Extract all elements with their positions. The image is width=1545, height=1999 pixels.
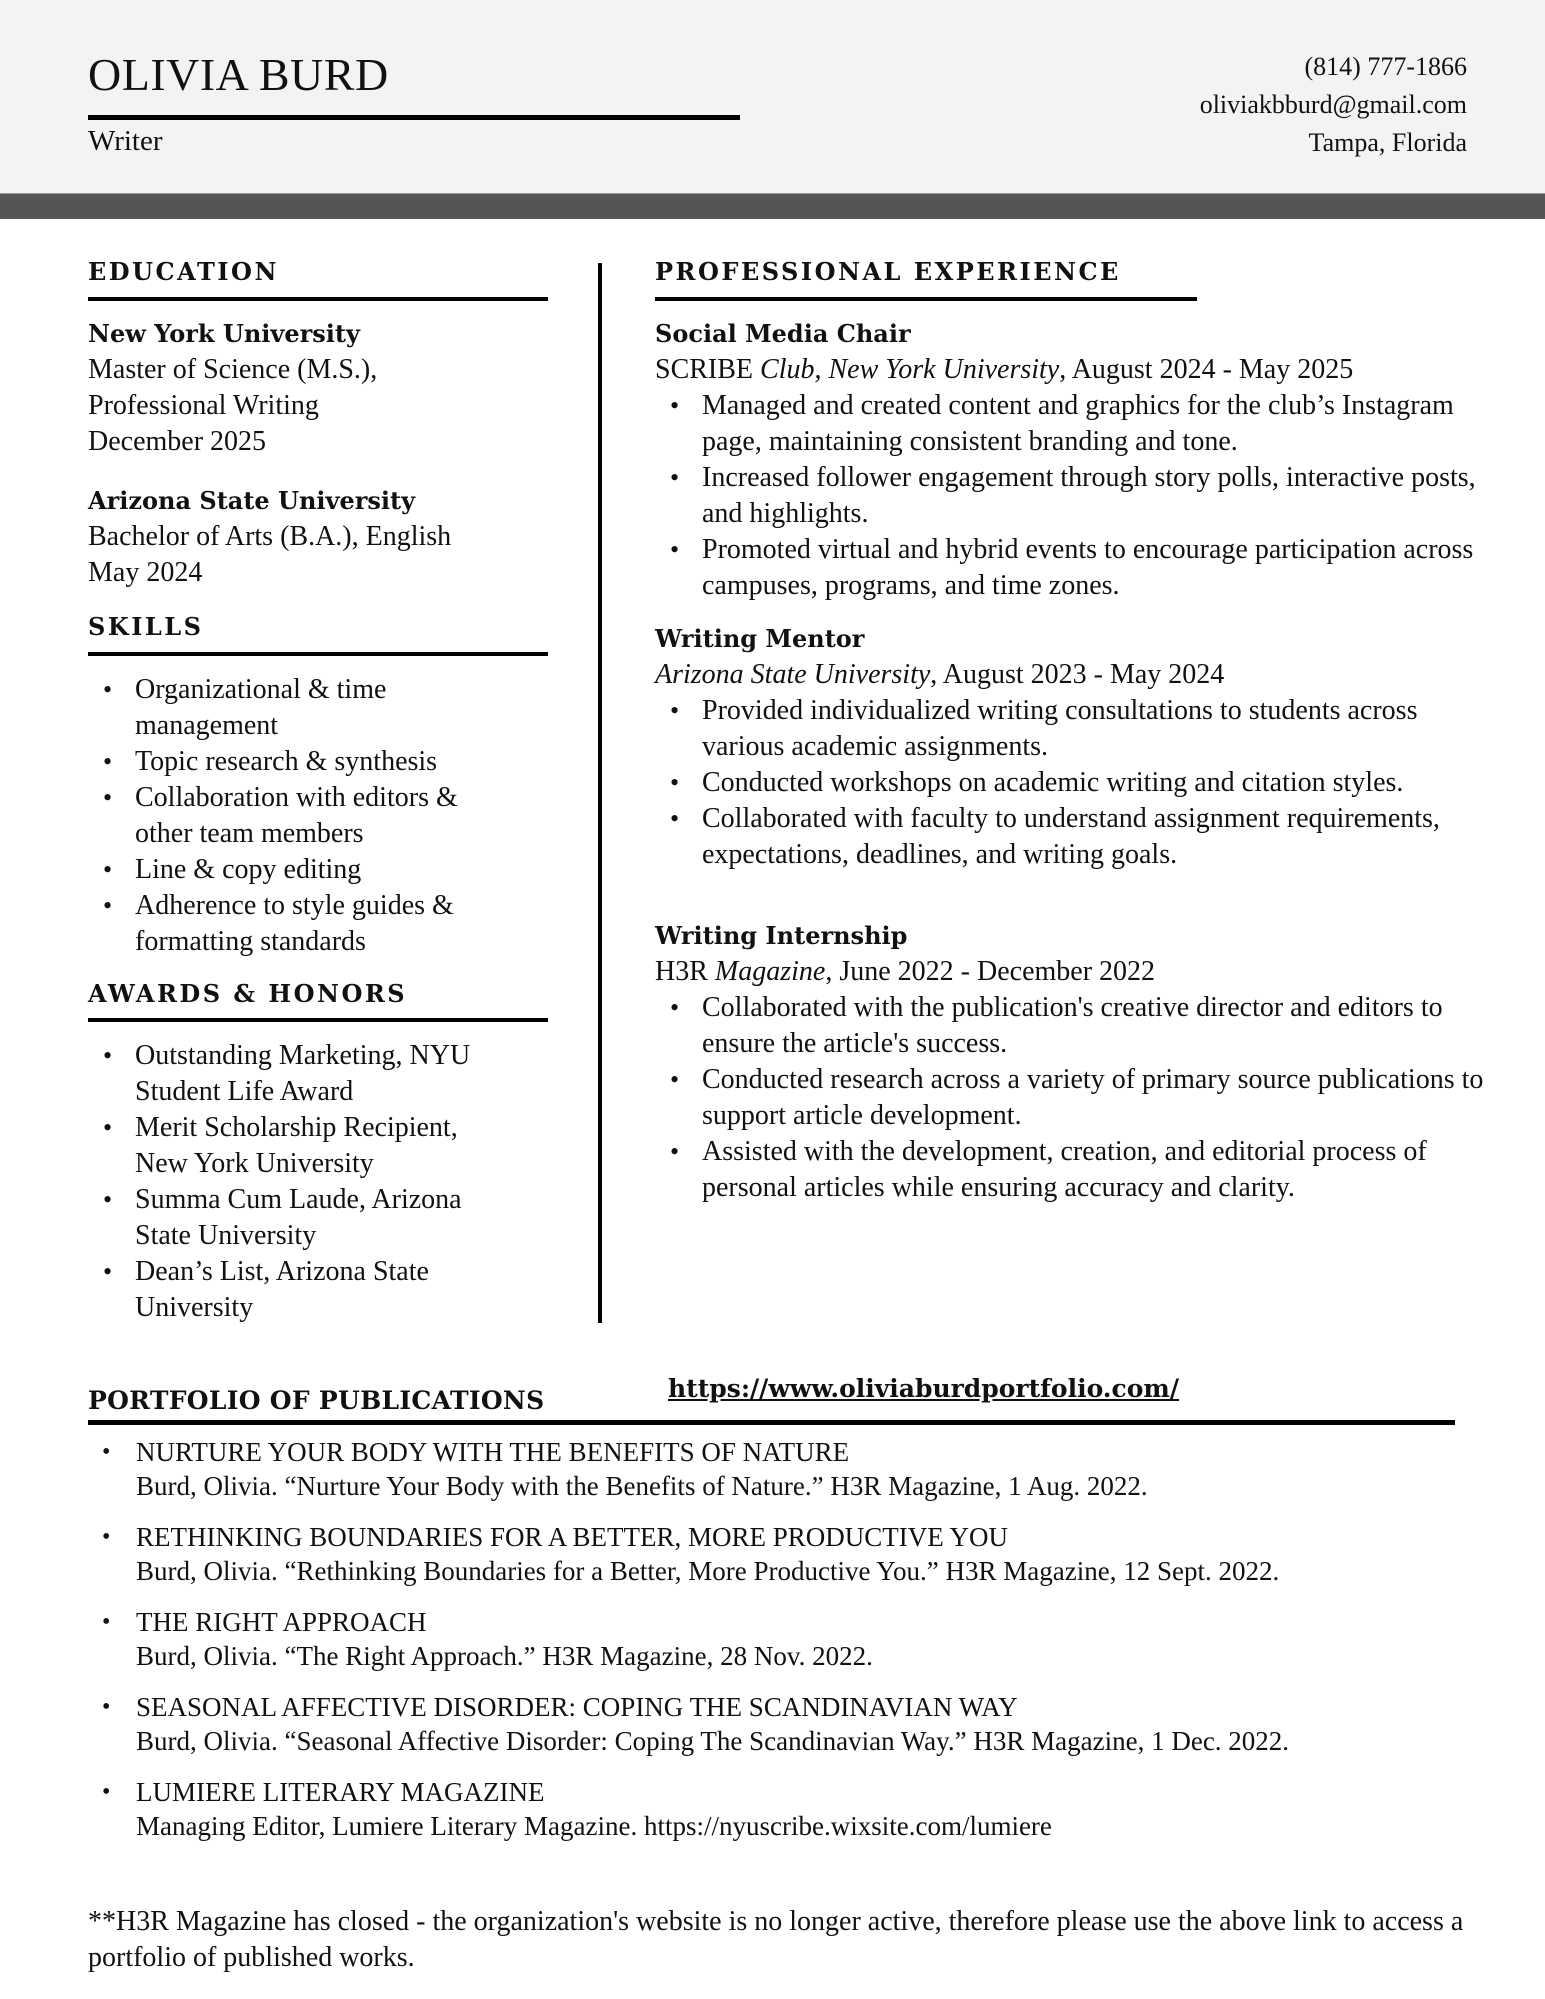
degree: Master of Science (M.S.), <box>88 353 378 385</box>
job-org-dates <box>655 657 1485 693</box>
publication-headline: • SEASONAL AFFECTIVE DISORDER: COPING THE SCANDINAVIAN WAY <box>136 1692 1018 1722</box>
name-underline <box>88 115 740 120</box>
list-item: • Topic research & synthesis <box>88 744 508 780</box>
list-item: • Collaborated with faculty to understand assignment requirements, expectations, deadlines, and writing goals. <box>655 801 1485 873</box>
org-name-italic: Club, New York University <box>760 353 1060 385</box>
publication-citation: Burd, Olivia. “Nurture Your Body with the Benefits of Nature.” H3R Magazine, 1 Aug. 2022. <box>136 1471 1148 1501</box>
candidate-name: OLIVIA BURD <box>88 49 389 100</box>
degree-field: Professional Writing <box>88 389 319 421</box>
portfolio-title: PORTFOLIO OF PUBLICATIONS <box>88 1386 545 1415</box>
right-column <box>655 258 1485 1206</box>
contact-info <box>1200 48 1467 162</box>
location: Tampa, Florida <box>1308 128 1467 157</box>
list-item: • Collaboration with editors & other team members <box>88 780 508 852</box>
graduation-date: December 2025 <box>88 425 267 457</box>
resume-header <box>0 0 1545 193</box>
publication-citation: Burd, Olivia. “Seasonal Affective Disorder: Coping The Scandinavian Way.” H3R Magazine, 1 Dec. 2022. <box>136 1726 1290 1756</box>
left-column <box>88 258 548 1326</box>
org-name-italic: Arizona State University <box>655 658 931 690</box>
list-item: • Organizational & time management <box>88 672 508 744</box>
footnote: **H3R Magazine has closed - the organization's website is no longer active, therefore please use the above link to access a portfolio of published works. <box>88 1906 1464 1973</box>
list-item: • Outstanding Marketing, NYU Student Life Award <box>88 1038 508 1110</box>
graduation-date: May 2024 <box>88 556 203 588</box>
publications-list <box>88 1435 1508 1860</box>
list-item: • Conducted workshops on academic writing and citation styles. <box>655 765 1485 801</box>
list-item: • Promoted virtual and hybrid events to encourage participation across campuses, programs, and time zones. <box>655 532 1485 604</box>
school-name: Arizona State University <box>88 485 416 515</box>
publication-item <box>88 1775 1508 1843</box>
experience-item <box>655 921 1485 1206</box>
section-title: EDUCATION <box>88 257 279 286</box>
section-rule <box>88 1018 548 1022</box>
awards-list <box>88 1038 508 1326</box>
publication-citation: Burd, Olivia. “Rethinking Boundaries for a Better, More Productive You.” H3R Magazine, 12 Sept. 2022. <box>136 1556 1280 1586</box>
skills-section <box>88 613 548 960</box>
section-title: AWARDS & HONORS <box>88 978 408 1008</box>
publication-headline: • THE RIGHT APPROACH <box>136 1607 427 1637</box>
publication-item <box>88 1520 1508 1588</box>
email[interactable]: oliviakbburd@gmail.com <box>1199 90 1467 119</box>
education-section <box>88 258 548 591</box>
phone: (814) 777-1866 <box>1304 52 1467 81</box>
job-bullets <box>655 990 1485 1206</box>
job-dates: , August 2024 - May 2025 <box>1059 353 1354 385</box>
education-item <box>88 319 548 460</box>
job-title: Social Media Chair <box>655 318 911 348</box>
job-dates: , August 2023 - May 2024 <box>930 658 1225 690</box>
publication-item <box>88 1690 1508 1758</box>
job-dates: , June 2022 - December 2022 <box>825 955 1156 987</box>
candidate-role: Writer <box>88 125 163 157</box>
publication-item <box>88 1435 1508 1503</box>
awards-section <box>88 980 548 1327</box>
publication-citation: Burd, Olivia. “The Right Approach.” H3R Magazine, 28 Nov. 2022. <box>136 1641 873 1671</box>
publication-item <box>88 1605 1508 1673</box>
job-org-dates <box>655 352 1485 388</box>
publication-citation: Managing Editor, Lumiere Literary Magazine. https://nyuscribe.wixsite.com/lumiere <box>136 1811 1052 1841</box>
education-item <box>88 486 548 591</box>
job-org-dates <box>655 954 1485 990</box>
list-item: • Conducted research across a variety of primary source publications to support article development. <box>655 1062 1485 1134</box>
list-item: • Assisted with the development, creation, and editorial process of personal articles while ensuring accuracy and clarity. <box>655 1134 1485 1206</box>
header-band <box>0 193 1545 219</box>
list-item: • Dean’s List, Arizona State University <box>88 1254 508 1326</box>
list-item: • Summa Cum Laude, Arizona State University <box>88 1182 508 1254</box>
job-title: Writing Internship <box>655 920 908 950</box>
publication-headline: • LUMIERE LITERARY MAGAZINE <box>136 1777 545 1807</box>
list-item: • Line & copy editing <box>88 852 508 888</box>
section-rule <box>88 297 548 301</box>
job-bullets <box>655 388 1485 604</box>
org-name: SCRIBE <box>655 353 761 385</box>
school-name: New York University <box>88 318 360 348</box>
section-title: SKILLS <box>88 611 204 641</box>
portfolio-rule <box>88 1420 1455 1425</box>
publication-headline: • RETHINKING BOUNDARIES FOR A BETTER, MORE PRODUCTIVE YOU <box>136 1522 1009 1552</box>
column-divider <box>598 263 602 1323</box>
job-bullets <box>655 693 1485 873</box>
experience-section <box>655 258 1485 1206</box>
org-name-italic: Magazine <box>714 955 826 987</box>
experience-item <box>655 319 1485 604</box>
list-item: • Adherence to style guides & formatting standards <box>88 888 508 960</box>
list-item: • Merit Scholarship Recipient, New York University <box>88 1110 508 1182</box>
job-title: Writing Mentor <box>655 623 865 653</box>
list-item: • Collaborated with the publication's creative director and editors to ensure the article's success. <box>655 990 1485 1062</box>
section-rule <box>88 652 548 656</box>
experience-item <box>655 624 1485 873</box>
portfolio-link[interactable]: https://www.oliviaburdportfolio.com/ <box>668 1374 1179 1403</box>
list-item: • Provided individualized writing consultations to students across various academic assignments. <box>655 693 1485 765</box>
publication-headline: • NURTURE YOUR BODY WITH THE BENEFITS OF NATURE <box>136 1437 850 1467</box>
skills-list <box>88 672 508 960</box>
list-item: • Increased follower engagement through story polls, interactive posts, and highlights. <box>655 460 1485 532</box>
list-item: • Managed and created content and graphics for the club’s Instagram page, maintaining consistent branding and tone. <box>655 388 1485 460</box>
degree: Bachelor of Arts (B.A.), English <box>88 520 452 552</box>
org-name: H3R <box>655 955 715 987</box>
section-rule <box>655 297 1197 301</box>
section-title: PROFESSIONAL EXPERIENCE <box>655 257 1121 286</box>
